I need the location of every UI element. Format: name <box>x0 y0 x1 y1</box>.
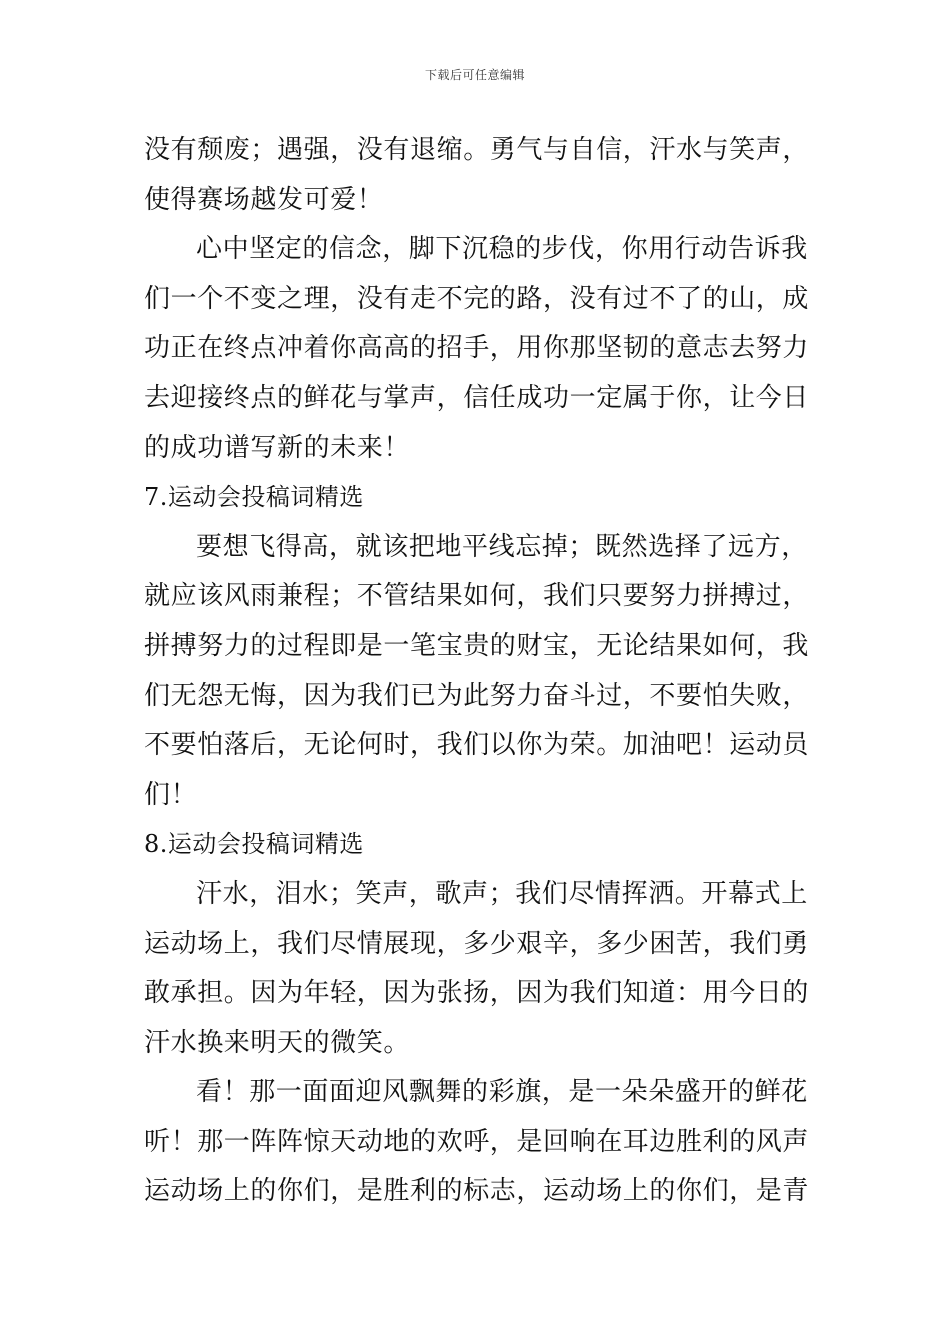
text-line: 看！那一面面迎风飘舞的彩旗，是一朵朵盛开的鲜花 <box>196 1077 808 1108</box>
text-line: 敢承担。因为年轻，因为张扬，因为我们知道：用今日的 <box>144 978 810 1009</box>
text-line: 们无怨无悔，因为我们已为此努力奋斗过，不要怕失败， <box>144 680 810 711</box>
text-line: 们一个不变之理，没有走不完的路，没有过不了的山，成 <box>144 283 810 314</box>
section-heading-7: 7.运动会投稿词精选 <box>144 483 364 512</box>
paragraph-4 <box>144 870 810 1068</box>
paragraph-3 <box>144 523 810 821</box>
text-line: 心中坚定的信念，脚下沉稳的步伐，你用行动告诉我 <box>196 234 808 265</box>
text-line: 运动场上，我们尽情展现，多少艰辛，多少困苦，我们勇 <box>144 928 810 959</box>
text-line: 汗水，泪水；笑声，歌声；我们尽情挥洒。开幕式上 <box>196 878 808 909</box>
paragraph-2 <box>144 225 810 473</box>
document-body <box>144 126 810 1217</box>
paragraph-5 <box>144 1068 810 1217</box>
text-line: 不要怕落后，无论何时，我们以你为荣。加油吧！运动员 <box>144 730 810 761</box>
text-line: 汗水换来明天的微笑。 <box>144 1027 411 1058</box>
text-line: 就应该风雨兼程；不管结果如何，我们只要努力拼搏过， <box>144 581 810 612</box>
section-heading-8: 8.运动会投稿词精选 <box>144 830 364 859</box>
text-line: 没有颓废；遇强，没有退缩。勇气与自信，汗水与笑声， <box>144 135 810 165</box>
text-line: 要想飞得高，就该把地平线忘掉；既然选择了远方， <box>196 531 808 562</box>
paragraph-1 <box>144 126 810 225</box>
text-line: 去迎接终点的鲜花与掌声，信任成功一定属于你，让今日 <box>144 382 810 413</box>
text-line: 听！那一阵阵惊天动地的欢呼，是回响在耳边胜利的风声 <box>144 1126 810 1157</box>
text-line: 拼搏努力的过程即是一笔宝贵的财宝，无论结果如何，我 <box>144 630 810 661</box>
text-line: 使得赛场越发可爱！ <box>144 184 384 215</box>
text-line: 们！ <box>144 779 198 810</box>
text-line: 的成功谱写新的未来！ <box>144 432 411 463</box>
text-line: 功正在终点冲着你高高的招手，用你那坚韧的意志去努力 <box>144 333 810 364</box>
text-line: 运动场上的你们，是胜利的标志，运动场上的你们，是青 <box>144 1176 810 1207</box>
page-header-note: 下载后可任意编辑 <box>424 68 525 82</box>
